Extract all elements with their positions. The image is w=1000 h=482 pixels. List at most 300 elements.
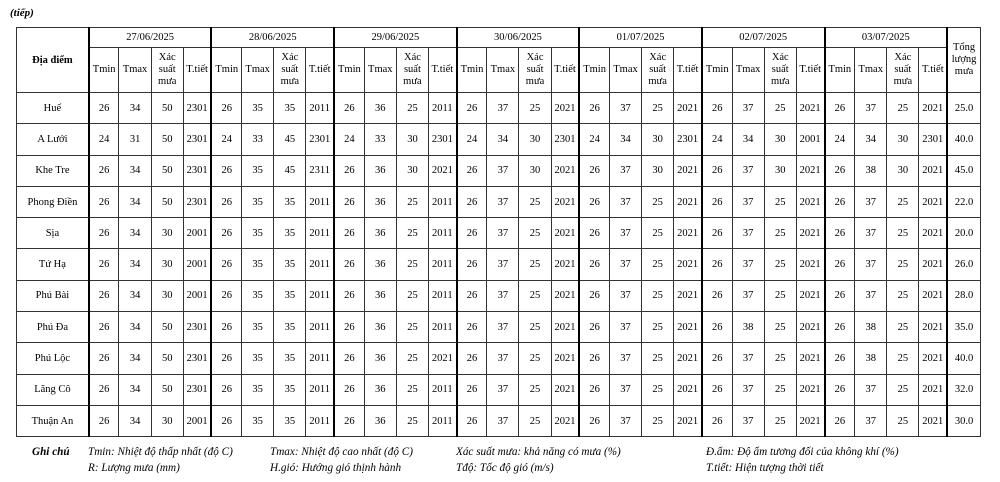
forecast-table-body [17,93,981,437]
tmax-cell: 37 [487,343,519,374]
weather-code-cell: 2021 [429,343,457,374]
tmin-cell: 26 [579,186,609,217]
tmax-cell: 37 [732,186,764,217]
tmin-cell: 26 [334,93,364,124]
weather-code-cell: 2021 [796,218,824,249]
tmin-cell: 26 [211,405,241,436]
tmax-cell: 37 [732,280,764,311]
tmin-cell: 26 [211,186,241,217]
tmax-cell: 37 [487,374,519,405]
tmin-cell: 26 [579,249,609,280]
rain-probability-cell: 25 [396,93,428,124]
tmax-cell: 38 [732,312,764,343]
tmin-cell: 26 [457,249,487,280]
tmin-header: Tmin [825,48,855,93]
weather-code-cell: 2021 [674,343,702,374]
tmax-cell: 34 [609,124,641,155]
weather-code-cell: 2021 [919,155,947,186]
tmax-header: Tmax [242,48,274,93]
weather-code-cell: 2021 [796,374,824,405]
tmin-cell: 26 [825,93,855,124]
weather-code-cell: 2021 [796,249,824,280]
tmin-cell: 26 [825,155,855,186]
note-wind-speed: Tđộ: Tốc độ gió (m/s) [456,462,554,474]
rain-probability-cell: 50 [151,343,183,374]
tmax-cell: 37 [855,93,887,124]
tmin-cell: 26 [334,405,364,436]
rain-probability-cell: 30 [396,124,428,155]
weather-code-header: T.tiết [551,48,579,93]
tmax-cell: 34 [119,186,151,217]
tmin-cell: 26 [702,186,732,217]
rain-probability-cell: 50 [151,186,183,217]
weather-code-cell: 2021 [674,312,702,343]
weather-code-cell: 2301 [183,93,211,124]
rain-probability-cell: 25 [642,93,674,124]
rain-probability-cell: 25 [887,343,919,374]
weather-code-cell: 2021 [919,312,947,343]
weather-code-cell: 2001 [183,280,211,311]
weather-code-cell: 2021 [919,280,947,311]
date-header: 30/06/2025 [457,28,580,48]
rain-probability-cell: 30 [887,124,919,155]
weather-code-cell: 2021 [551,218,579,249]
tmax-cell: 34 [119,218,151,249]
tmin-header: Tmin [89,48,119,93]
tmax-cell: 34 [119,280,151,311]
weather-code-cell: 2011 [306,343,334,374]
rain-probability-cell: 25 [764,312,796,343]
table-row [17,186,981,217]
weather-code-cell: 2021 [796,155,824,186]
tmax-cell: 35 [242,280,274,311]
weather-code-cell: 2011 [429,280,457,311]
rain-probability-cell: 25 [764,343,796,374]
tmin-cell: 26 [825,374,855,405]
tmin-cell: 26 [457,374,487,405]
tmax-cell: 38 [855,343,887,374]
tmax-cell: 34 [732,124,764,155]
location-name: A Lưới [17,124,89,155]
date-header: 01/07/2025 [579,28,702,48]
tmax-cell: 37 [487,218,519,249]
rain-probability-cell: 25 [519,93,551,124]
weather-code-cell: 2001 [183,249,211,280]
weather-code-cell: 2021 [796,93,824,124]
tmin-cell: 26 [825,312,855,343]
weather-code-header: T.tiết [429,48,457,93]
tmin-cell: 24 [89,124,119,155]
tmax-header: Tmax [119,48,151,93]
rain-probability-cell: 50 [151,124,183,155]
tmax-cell: 37 [609,405,641,436]
rain-probability-cell: 30 [642,124,674,155]
rain-probability-cell: 30 [642,155,674,186]
tmax-cell: 37 [487,280,519,311]
tmin-cell: 24 [702,124,732,155]
tmin-cell: 26 [702,93,732,124]
rain-probability-cell: 25 [642,374,674,405]
location-name: Thuận An [17,405,89,436]
tmin-cell: 26 [89,218,119,249]
weather-code-cell: 2021 [551,186,579,217]
weather-code-cell: 2011 [306,405,334,436]
location-name: Phú Bài [17,280,89,311]
rain-probability-cell: 50 [151,93,183,124]
tmax-cell: 37 [609,280,641,311]
weather-code-cell: 2011 [429,312,457,343]
rain-probability-cell: 25 [519,343,551,374]
table-row [17,312,981,343]
rain-probability-cell: 25 [519,280,551,311]
table-row [17,93,981,124]
tmin-cell: 26 [457,280,487,311]
rain-probability-cell: 25 [396,343,428,374]
rain-probability-cell: 25 [519,186,551,217]
tmin-cell: 26 [579,155,609,186]
tmax-cell: 37 [609,93,641,124]
total-rain-cell: 28.0 [947,280,980,311]
weather-code-header: T.tiết [674,48,702,93]
weather-code-cell: 2011 [429,249,457,280]
rain-probability-cell: 25 [887,280,919,311]
tmax-cell: 35 [242,186,274,217]
rain-probability-header: Xác suất mưa [396,48,428,93]
tmax-cell: 34 [855,124,887,155]
tmax-cell: 37 [732,155,764,186]
tmax-cell: 36 [364,186,396,217]
tmin-cell: 26 [457,93,487,124]
tmin-header: Tmin [579,48,609,93]
tmin-cell: 26 [579,312,609,343]
rain-probability-cell: 25 [764,218,796,249]
rain-probability-cell: 25 [642,249,674,280]
tmin-cell: 26 [579,405,609,436]
rain-probability-cell: 25 [764,186,796,217]
weather-code-cell: 2011 [429,405,457,436]
tmin-cell: 26 [89,186,119,217]
tmin-cell: 26 [334,312,364,343]
tmin-cell: 26 [702,218,732,249]
rain-probability-cell: 25 [887,312,919,343]
total-rain-cell: 20.0 [947,218,980,249]
rain-probability-cell: 30 [519,155,551,186]
tmax-cell: 35 [242,374,274,405]
tmin-cell: 26 [89,405,119,436]
tmin-cell: 26 [89,155,119,186]
rain-probability-header: Xác suất mưa [151,48,183,93]
tmax-cell: 37 [609,186,641,217]
tmax-header: Tmax [855,48,887,93]
weather-code-cell: 2021 [796,343,824,374]
date-header: 28/06/2025 [211,28,334,48]
note-rain-probability: Xác suất mưa: khả năng có mưa (%) [456,446,621,458]
location-name: Tứ Hạ [17,249,89,280]
tmax-cell: 35 [242,218,274,249]
tmax-cell: 34 [119,93,151,124]
weather-code-cell: 2001 [183,218,211,249]
table-row [17,374,981,405]
tmin-cell: 26 [457,186,487,217]
tmax-cell: 36 [364,374,396,405]
date-header: 02/07/2025 [702,28,825,48]
rain-probability-cell: 25 [642,280,674,311]
tmax-cell: 37 [732,249,764,280]
rain-probability-cell: 35 [274,405,306,436]
rain-probability-cell: 25 [396,405,428,436]
tmin-cell: 26 [211,374,241,405]
tmin-cell: 26 [89,374,119,405]
tmin-cell: 24 [211,124,241,155]
tmax-header: Tmax [487,48,519,93]
tmin-cell: 26 [825,343,855,374]
tmin-cell: 26 [211,280,241,311]
tmin-cell: 26 [702,374,732,405]
weather-code-cell: 2021 [919,405,947,436]
tmin-cell: 26 [825,249,855,280]
weather-code-cell: 2021 [919,93,947,124]
date-header: 03/07/2025 [825,28,948,48]
rain-probability-cell: 50 [151,155,183,186]
weather-code-cell: 2021 [674,249,702,280]
total-rain-cell: 25.0 [947,93,980,124]
rain-probability-header: Xác suất mưa [274,48,306,93]
weather-code-cell: 2021 [551,93,579,124]
tmax-cell: 37 [487,405,519,436]
tmax-cell: 36 [364,312,396,343]
rain-probability-cell: 25 [887,186,919,217]
weather-code-cell: 2021 [551,249,579,280]
weather-code-header: T.tiết [919,48,947,93]
tmax-cell: 36 [364,405,396,436]
tmin-cell: 26 [825,186,855,217]
weather-code-cell: 2301 [183,155,211,186]
rain-probability-cell: 30 [151,280,183,311]
rain-probability-cell: 25 [396,374,428,405]
table-row [17,280,981,311]
weather-code-cell: 2021 [796,280,824,311]
tmin-cell: 26 [211,93,241,124]
tmin-cell: 26 [457,405,487,436]
tmax-cell: 36 [364,155,396,186]
weather-code-cell: 2021 [919,218,947,249]
note-rain-amount: R: Lượng mưa (mm) [88,462,180,474]
rain-probability-cell: 30 [764,124,796,155]
tmax-cell: 38 [855,155,887,186]
tmin-cell: 26 [89,343,119,374]
tmin-cell: 26 [89,280,119,311]
tmin-header: Tmin [211,48,241,93]
weather-code-cell: 2021 [551,405,579,436]
rain-probability-cell: 35 [274,312,306,343]
table-row [17,249,981,280]
location-name: Phú Lộc [17,343,89,374]
tmin-cell: 26 [457,312,487,343]
tmax-cell: 37 [487,249,519,280]
weather-code-cell: 2301 [306,124,334,155]
rain-probability-cell: 25 [887,93,919,124]
rain-probability-cell: 30 [764,155,796,186]
tmax-cell: 34 [119,312,151,343]
weather-code-cell: 2021 [796,405,824,436]
weather-code-cell: 2301 [551,124,579,155]
weather-code-cell: 2011 [429,374,457,405]
tmin-cell: 24 [334,124,364,155]
tmax-cell: 34 [119,343,151,374]
tmax-cell: 35 [242,312,274,343]
note-tmin: Tmin: Nhiệt độ thấp nhất (độ C) [88,446,233,458]
tmax-cell: 34 [487,124,519,155]
location-name: Huế [17,93,89,124]
tmax-cell: 36 [364,343,396,374]
weather-code-cell: 2021 [919,343,947,374]
rain-probability-cell: 25 [764,249,796,280]
tmin-cell: 26 [579,218,609,249]
rain-probability-header: Xác suất mưa [519,48,551,93]
tmin-cell: 26 [334,280,364,311]
weather-code-cell: 2011 [429,93,457,124]
tmin-cell: 26 [702,280,732,311]
total-rain-cell: 32.0 [947,374,980,405]
rain-probability-cell: 25 [396,218,428,249]
tmin-cell: 26 [579,280,609,311]
weather-code-cell: 2021 [551,280,579,311]
weather-code-cell: 2021 [674,155,702,186]
weather-code-header: T.tiết [306,48,334,93]
tmax-cell: 37 [855,218,887,249]
weather-code-cell: 2301 [429,124,457,155]
rain-probability-cell: 45 [274,124,306,155]
tmin-cell: 26 [211,218,241,249]
tmin-cell: 26 [334,155,364,186]
tmin-cell: 26 [89,312,119,343]
tmax-cell: 37 [732,405,764,436]
weather-code-cell: 2001 [796,124,824,155]
rain-probability-cell: 25 [642,405,674,436]
note-humidity: Đ.ẩm: Độ ẩm tương đối của không khí (%) [706,446,899,458]
location-name: Sịa [17,218,89,249]
total-rain-cell: 30.0 [947,405,980,436]
weather-code-cell: 2011 [306,312,334,343]
tmax-header: Tmax [364,48,396,93]
weather-code-header: T.tiết [796,48,824,93]
total-rain-header: Tổng lượng mưa [947,28,980,93]
tmax-cell: 36 [364,93,396,124]
table-row [17,343,981,374]
rain-probability-cell: 30 [396,155,428,186]
total-rain-cell: 40.0 [947,343,980,374]
tmax-cell: 37 [732,343,764,374]
weather-code-cell: 2021 [674,218,702,249]
tmax-cell: 37 [487,155,519,186]
tmax-cell: 37 [855,249,887,280]
notes-label: Ghi chú [32,446,70,458]
weather-code-cell: 2011 [306,93,334,124]
note-wind-direction: H.gió: Hướng gió thịnh hành [270,462,402,474]
tmin-cell: 26 [702,405,732,436]
location-header: Địa điểm [17,28,89,93]
tmax-cell: 34 [119,374,151,405]
rain-probability-cell: 25 [887,249,919,280]
weather-code-cell: 2021 [674,186,702,217]
tmin-cell: 26 [211,249,241,280]
tmin-cell: 26 [825,218,855,249]
table-row [17,405,981,436]
tmax-cell: 35 [242,93,274,124]
tmax-cell: 37 [609,249,641,280]
rain-probability-cell: 25 [764,374,796,405]
tmax-cell: 37 [855,405,887,436]
weather-code-cell: 2301 [183,343,211,374]
tmin-header: Tmin [334,48,364,93]
tmin-cell: 26 [825,280,855,311]
tmax-cell: 33 [364,124,396,155]
weather-code-cell: 2011 [429,186,457,217]
tmin-cell: 26 [89,249,119,280]
rain-probability-cell: 25 [519,312,551,343]
tmax-cell: 35 [242,405,274,436]
tmin-cell: 24 [579,124,609,155]
tmin-cell: 26 [334,374,364,405]
weather-code-cell: 2021 [796,186,824,217]
table-row [17,124,981,155]
tmax-cell: 38 [855,312,887,343]
rain-probability-cell: 25 [519,249,551,280]
weather-code-cell: 2301 [183,124,211,155]
rain-probability-cell: 25 [642,312,674,343]
rain-probability-cell: 30 [151,218,183,249]
weather-code-cell: 2001 [183,405,211,436]
tmax-cell: 37 [855,186,887,217]
tmax-cell: 36 [364,218,396,249]
weather-code-cell: 2021 [919,249,947,280]
tmin-cell: 26 [211,343,241,374]
tmax-cell: 35 [242,249,274,280]
tmax-cell: 37 [609,155,641,186]
weather-code-cell: 2301 [183,374,211,405]
date-header: 29/06/2025 [334,28,457,48]
tmin-cell: 26 [334,218,364,249]
location-name: Khe Tre [17,155,89,186]
weather-code-cell: 2011 [306,218,334,249]
tmin-cell: 26 [702,155,732,186]
tmin-header: Tmin [702,48,732,93]
rain-probability-cell: 35 [274,374,306,405]
weather-code-cell: 2021 [674,280,702,311]
tmax-cell: 37 [609,374,641,405]
tmin-cell: 26 [211,312,241,343]
weather-code-cell: 2011 [306,186,334,217]
weather-code-cell: 2301 [919,124,947,155]
weather-code-cell: 2021 [551,374,579,405]
tmax-header: Tmax [609,48,641,93]
rain-probability-header: Xác suất mưa [887,48,919,93]
tmax-cell: 37 [487,186,519,217]
tmax-cell: 37 [487,93,519,124]
date-header: 27/06/2025 [89,28,212,48]
total-rain-cell: 22.0 [947,186,980,217]
tmin-cell: 26 [334,343,364,374]
rain-probability-cell: 25 [887,374,919,405]
rain-probability-cell: 25 [519,218,551,249]
weather-code-cell: 2301 [674,124,702,155]
tmin-cell: 26 [334,186,364,217]
rain-probability-cell: 35 [274,343,306,374]
tmax-cell: 33 [242,124,274,155]
note-weather: T.tiết: Hiện tượng thời tiết [706,462,824,474]
tmin-header: Tmin [457,48,487,93]
forecast-table [16,27,981,437]
